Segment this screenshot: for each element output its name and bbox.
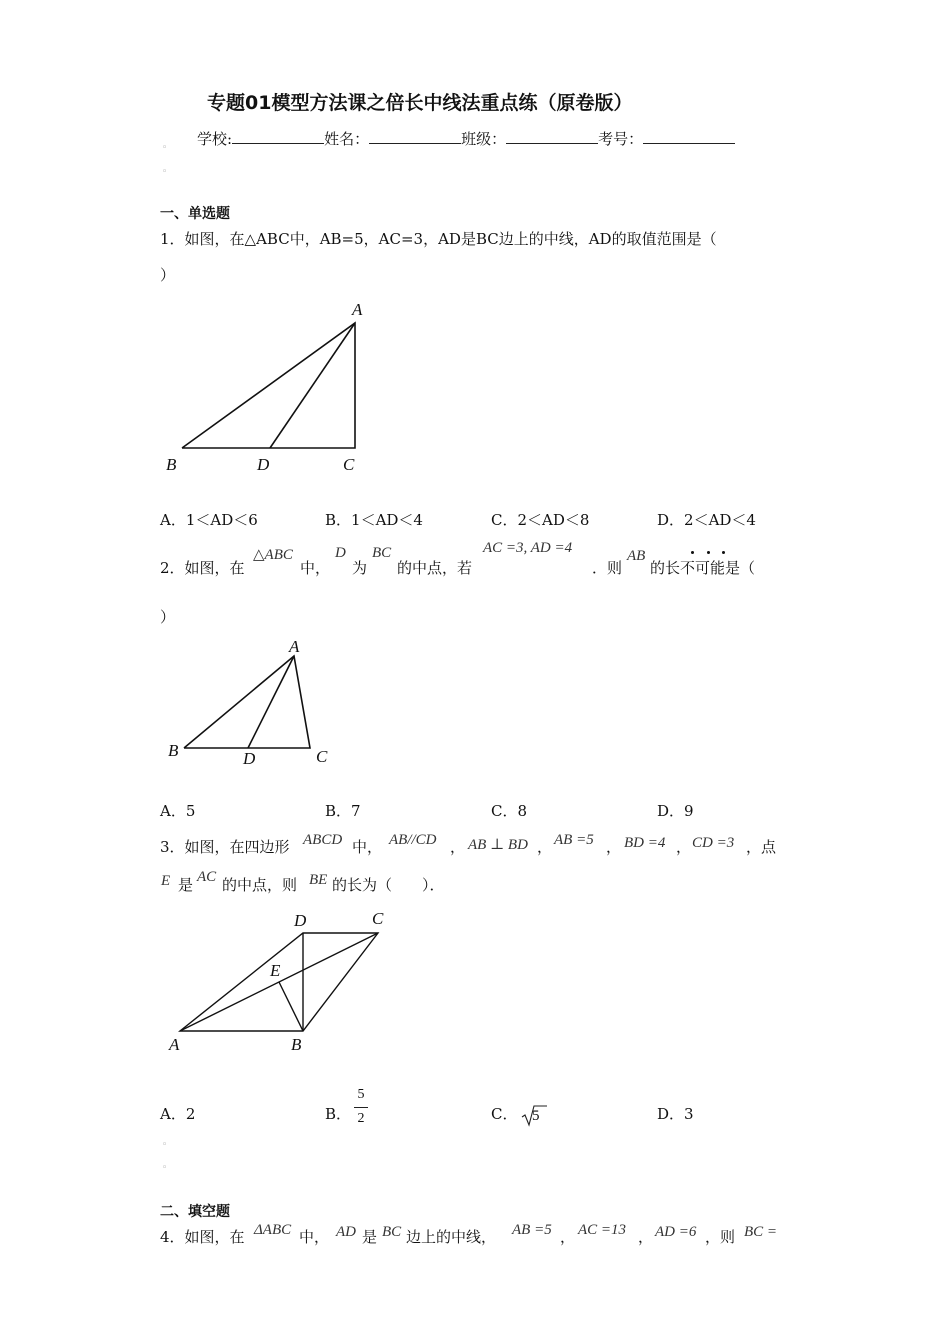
paragraph-mark: ◦ [162, 167, 168, 177]
q3-comma-1: ， [450, 838, 466, 856]
q3-quad-abcd: ABCD [303, 832, 343, 848]
q2-emphasis-dot [722, 551, 725, 554]
q2-option-a[interactable]: A．5 [160, 802, 196, 820]
q3-segment-ac: AC [197, 869, 217, 885]
q2-label-b: B [168, 741, 179, 760]
q2-emphasis-dot [691, 551, 694, 554]
q1-stem: 1．如图，在△ABC中，AB=5，AC=3，AD是BC边上的中线，AD的取值范围是（ [160, 230, 717, 248]
q4-ad-value: AD =6 [655, 1224, 697, 1240]
q3-option-c-label[interactable]: C． [491, 1105, 518, 1123]
q2-triangle-abc: △ABC [253, 547, 293, 563]
q2-label-d: D [243, 749, 256, 768]
q2-label-a: A [289, 637, 300, 656]
paragraph-mark: ◦ [162, 1163, 168, 1173]
q3-prefix: 3．如图，在四边形 [160, 838, 290, 856]
q2-text-3: 的中点，若 [397, 559, 473, 577]
q3-option-b-label[interactable]: B． [325, 1105, 352, 1123]
q3-text-1: 中， [352, 838, 383, 856]
exam-no-blank[interactable] [643, 130, 735, 144]
q1-label-b: B [166, 455, 177, 474]
q3-perpendicular: AB ⊥ BD [468, 837, 528, 853]
q3-comma-3: ， [606, 838, 622, 856]
q2-text-5: 的长不可能是（ [650, 559, 756, 577]
q1-triangle [182, 323, 355, 448]
q3-ab-value: AB =5 [554, 832, 594, 848]
q3-comma-4: ， [676, 838, 692, 856]
q2-emphasis-dot [707, 551, 710, 554]
q3-option-a[interactable]: A．2 [160, 1105, 196, 1123]
q3-text-4: 的长为（ ）． [332, 876, 445, 894]
q3-option-b-fraction-bar [354, 1107, 368, 1108]
q3-option-d[interactable]: D．3 [657, 1105, 694, 1123]
q3-option-b-denominator: 2 [357, 1111, 365, 1126]
q3-text-3: 的中点，则 [222, 876, 298, 894]
q3-text-2: 是 [178, 876, 194, 894]
school-label: 学校: [197, 130, 233, 148]
q2-text-2: 为 [352, 559, 368, 577]
q3-label-e: E [270, 961, 281, 980]
q2-prefix: 2．如图，在 [160, 559, 245, 577]
section-heading-single-choice: 一、单选题 [160, 206, 230, 222]
class-blank[interactable] [506, 130, 598, 144]
q3-point-e: E [161, 873, 171, 889]
q1-label-a: A [352, 300, 363, 319]
exam-no-label: 考号： [598, 130, 644, 148]
q2-option-b[interactable]: B．7 [325, 802, 361, 820]
q3-label-d: D [294, 911, 307, 930]
q4-comma-1: ， [560, 1228, 576, 1246]
q3-option-b-numerator: 5 [357, 1087, 365, 1102]
page-title: 专题01模型方法课之倍长中线法重点练（原卷版） [207, 92, 633, 114]
q3-comma-2: ， [537, 838, 553, 856]
q2-option-c[interactable]: C．8 [491, 802, 528, 820]
q1-option-b[interactable]: B．1＜AD＜4 [325, 511, 423, 529]
q1-median-ad [270, 323, 355, 448]
q3-option-c-radicand: 5 [532, 1108, 540, 1124]
q4-triangle-abc: ΔABC [254, 1222, 292, 1238]
q1-figure [155, 295, 395, 480]
q4-text-4: ，则 [705, 1228, 736, 1246]
q2-point-d: D [335, 545, 346, 561]
section-heading-fill-blank: 二、填空题 [160, 1204, 230, 1220]
q1-option-c[interactable]: C．2＜AD＜8 [491, 511, 590, 529]
q1-option-d[interactable]: D．2＜AD＜4 [657, 511, 756, 529]
q3-figure [160, 905, 400, 1060]
q3-cd-value: CD =3 [692, 835, 735, 851]
q2-figure [160, 632, 360, 772]
q4-text-3: 边上的中线， [406, 1228, 497, 1246]
name-blank[interactable] [369, 130, 461, 144]
class-label: 班级： [461, 130, 507, 148]
q4-ac-value: AC =13 [578, 1222, 627, 1238]
q2-condition: AC =3, AD =4 [483, 540, 573, 556]
q4-text-2: 是 [362, 1228, 378, 1246]
q3-label-b: B [291, 1035, 302, 1054]
name-label: 姓名： [324, 130, 370, 148]
q2-segment-bc: BC [372, 545, 392, 561]
q2-label-c: C [316, 747, 328, 766]
q4-segment-ad: AD [336, 1224, 356, 1240]
q3-segment-be [279, 982, 303, 1031]
info-line [197, 128, 735, 149]
q3-bd-value: BD =4 [624, 835, 666, 851]
q1-label-d: D [257, 455, 270, 474]
q1-stem-tail: ） [160, 266, 176, 284]
q2-triangle [184, 656, 310, 748]
paragraph-mark: ◦ [162, 143, 168, 153]
q2-segment-ab: AB [627, 548, 646, 564]
q2-option-d[interactable]: D．9 [657, 802, 694, 820]
q4-comma-2: ， [638, 1228, 654, 1246]
q4-ab-value: AB =5 [512, 1222, 552, 1238]
q4-segment-bc: BC [382, 1224, 402, 1240]
q4-prefix: 4．如图，在 [160, 1228, 245, 1246]
q3-parallel: AB//CD [389, 832, 437, 848]
q4-text-1: 中， [299, 1228, 330, 1246]
q4-bc-equals: BC = [744, 1224, 778, 1240]
q2-median-ad [248, 656, 294, 748]
q2-stem-tail: ） [160, 608, 176, 626]
q2-text-1: 中， [300, 559, 331, 577]
paragraph-mark: ◦ [162, 1140, 168, 1150]
q1-option-a[interactable]: A．1＜AD＜6 [160, 511, 258, 529]
q2-text-4: ．则 [592, 559, 623, 577]
q3-text-point: ，点 [746, 838, 777, 856]
school-blank[interactable] [232, 130, 324, 144]
q1-label-c: C [343, 455, 355, 474]
q3-label-a: A [169, 1035, 180, 1054]
q3-segment-be: BE [309, 872, 328, 888]
q3-label-c: C [372, 909, 384, 928]
